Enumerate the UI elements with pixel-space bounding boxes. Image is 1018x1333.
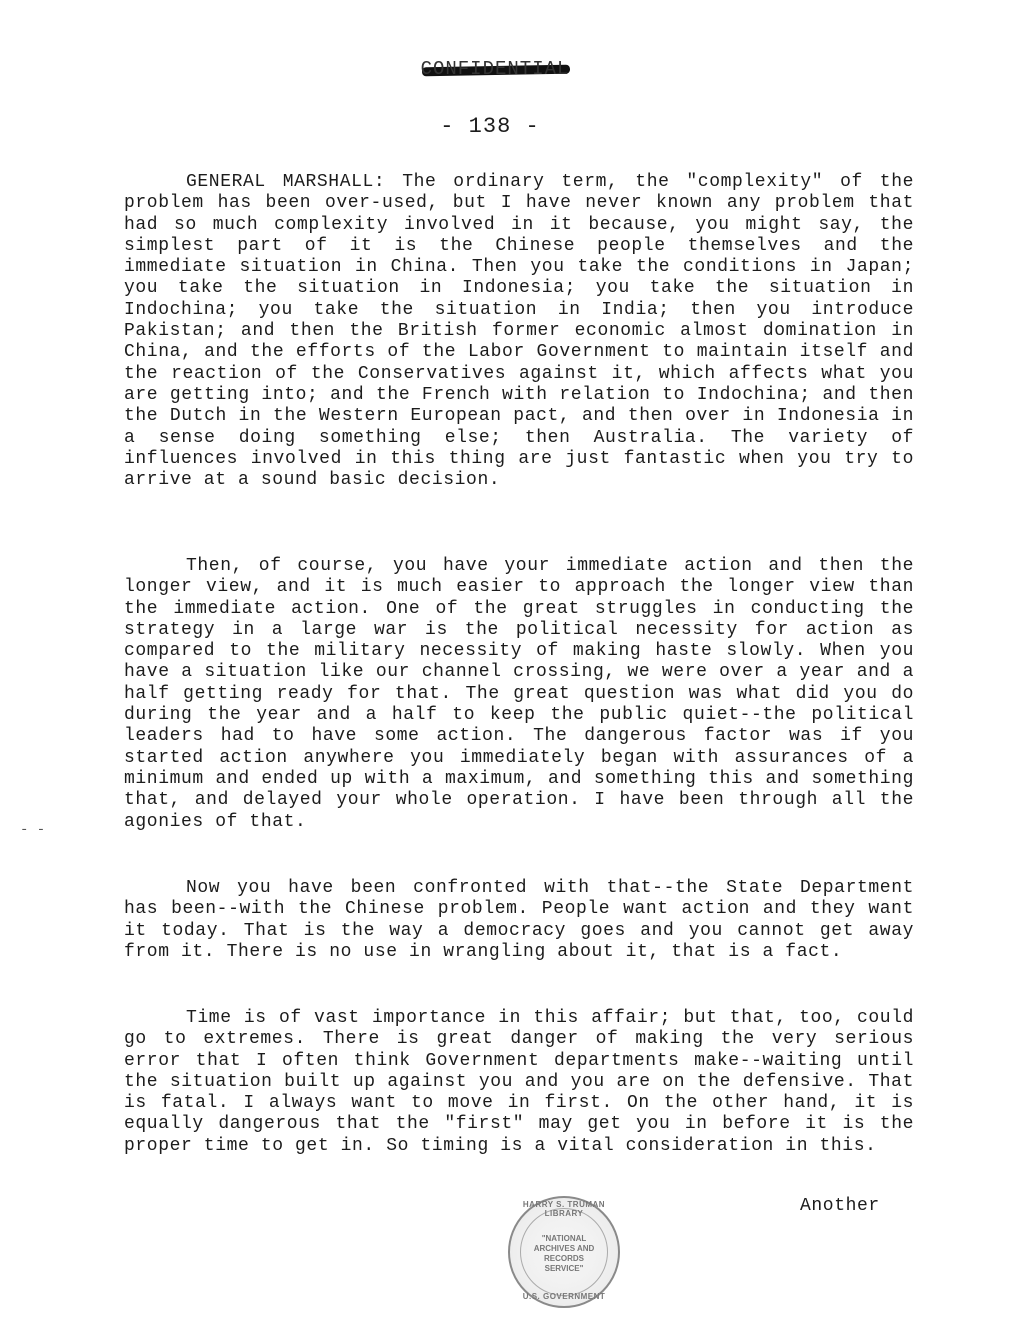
paragraph-4: Time is of vast importance in this affair; but that, too, could go to extremes. There is great danger of making the very serious error that I often think Government departments make--waiting until the situation built up against you and you are on the defensive. That is fatal. I always want to move in first. On the other hand, it is equally dangerous that the "first" may get you in before it is the proper time to get in. So timing is a vital consideration in this. [124, 1008, 914, 1156]
seal-top-text: HARRY S. TRUMAN LIBRARY [522, 1200, 606, 1218]
archive-seal-stamp [508, 1196, 620, 1308]
margin-mark: - - [20, 822, 46, 838]
paragraph-1: GENERAL MARSHALL: The ordinary term, the "complexity" of the problem has been over-used, but I have never known any problem that had so much complexity involved in it because, you might say, the simplest part of it is the Chinese people themselves and the immediate situation in China. Then you take the conditions in Japan; you take the situation in Indonesia; you take the situation in Indochina; you take the situation in India; then you introduce Pakistan; and then the British former economic almost domination in China, and the efforts of the Labor Government to maintain itself and the reaction of the Conservatives against it, which affects what you are getting into; and the French with relation to Indochina; and then the Dutch in the Western European pact, and then over in Indonesia in a sense doing something else; then Australia. The variety of influences involved in this thing are just fantastic when you try to arrive at a sound basic decision. [124, 172, 914, 491]
seal-center-text: "NATIONAL ARCHIVES AND RECORDS SERVICE" [533, 1234, 595, 1273]
seal-bottom-text: U.S. GOVERNMENT [522, 1292, 606, 1301]
page-number: - 138 - [440, 114, 540, 139]
classification-marking: CONFIDENTIAL [420, 58, 570, 80]
catchword: Another [800, 1196, 880, 1216]
paragraph-3: Now you have been confronted with that--the State Department has been--with the Chinese problem. People want action and they want it today. That is the way a democracy goes and you cannot get away from it. There is no use in wrangling about it, that is a fact. [124, 878, 914, 962]
paragraph-2: Then, of course, you have your immediate action and then the longer view, and it is much easier to approach the longer view than the immediate action. One of the great struggles in conducting the strategy in a large war is the political necessity for action as compared to the military necessity of making haste slowly. When you have a situation like our channel crossing, we were over a year and a half getting ready for that. The great question was what did you do during the year and a half to keep the public quiet--the political leaders had to have some action. The dangerous factor was if you started action anywhere you immediately began with assurances of a minimum and ended up with a maximum, and something this and something that, and delayed your whole operation. I have been through all the agonies of that. [124, 556, 914, 832]
